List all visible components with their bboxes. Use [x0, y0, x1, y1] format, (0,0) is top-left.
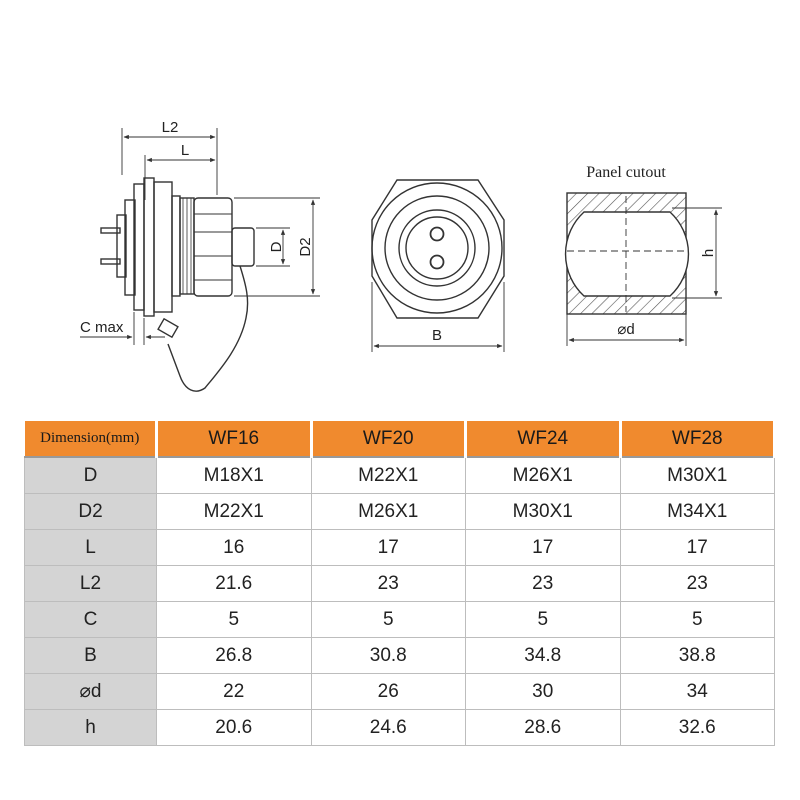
- cell-value: 26: [311, 674, 466, 710]
- cell-value: M30X1: [620, 457, 775, 494]
- table-row: [25, 530, 775, 566]
- row-label: ⌀d: [25, 674, 157, 710]
- cell-value: M30X1: [466, 494, 621, 530]
- label-d2: D2: [297, 237, 314, 257]
- cell-value: M34X1: [620, 494, 775, 530]
- cell-value: M22X1: [157, 494, 312, 530]
- cell-value: 24.6: [311, 710, 466, 746]
- cell-value: 23: [466, 566, 621, 602]
- table-row: [25, 674, 775, 710]
- lanyard-clip: [158, 319, 178, 337]
- cell-value: 17: [466, 530, 621, 566]
- table-row: [25, 494, 775, 530]
- label-l: L: [180, 142, 190, 159]
- cell-value: 23: [311, 566, 466, 602]
- cell-value: 5: [466, 602, 621, 638]
- cutout-title: Panel cutout: [586, 164, 666, 181]
- cell-value: 34.8: [466, 638, 621, 674]
- row-label: L2: [25, 566, 157, 602]
- side-view: [80, 119, 320, 391]
- table-header-row: [25, 421, 775, 457]
- cell-value: 17: [311, 530, 466, 566]
- row-label: B: [25, 638, 157, 674]
- label-h: h: [700, 248, 717, 258]
- cell-value: M22X1: [311, 457, 466, 494]
- row-label: L: [25, 530, 157, 566]
- cell-value: 26.8: [157, 638, 312, 674]
- cell-value: M26X1: [466, 457, 621, 494]
- cell-value: M18X1: [157, 457, 312, 494]
- header-wf20: WF20: [311, 421, 466, 457]
- dimension-l: [145, 142, 215, 200]
- row-label: D: [25, 457, 157, 494]
- cell-value: 32.6: [620, 710, 775, 746]
- front-view: [372, 180, 504, 352]
- table-row: [25, 602, 775, 638]
- header-dimension: Dimension(mm): [25, 421, 157, 457]
- label-c-max: C max: [80, 319, 124, 336]
- cell-value: 5: [157, 602, 312, 638]
- row-label: h: [25, 710, 157, 746]
- dimension-d-diameter: [567, 314, 686, 346]
- cell-value: 17: [620, 530, 775, 566]
- cell-value: 20.6: [157, 710, 312, 746]
- cell-value: 21.6: [157, 566, 312, 602]
- panel-cutout: [566, 164, 722, 346]
- cell-value: 28.6: [466, 710, 621, 746]
- dimension-d: [256, 228, 290, 266]
- cell-value: 23: [620, 566, 775, 602]
- label-diameter-d: ⌀d: [617, 321, 635, 338]
- header-wf24: WF24: [466, 421, 621, 457]
- row-label: C: [25, 602, 157, 638]
- cell-value: 5: [620, 602, 775, 638]
- dimension-table: [24, 421, 776, 746]
- header-wf16: WF16: [157, 421, 312, 457]
- table-row: [25, 457, 775, 494]
- cell-value: 30: [466, 674, 621, 710]
- table-row: [25, 710, 775, 746]
- table-row: [25, 638, 775, 674]
- label-l2: L2: [161, 119, 179, 136]
- label-b: B: [431, 327, 443, 344]
- cell-value: M26X1: [311, 494, 466, 530]
- label-d: D: [268, 241, 285, 253]
- cell-value: 16: [157, 530, 312, 566]
- cell-value: 34: [620, 674, 775, 710]
- header-wf28: WF28: [620, 421, 775, 457]
- row-label: D2: [25, 494, 157, 530]
- cell-value: 38.8: [620, 638, 775, 674]
- cell-value: 22: [157, 674, 312, 710]
- table-row: [25, 566, 775, 602]
- cell-value: 30.8: [311, 638, 466, 674]
- cell-value: 5: [311, 602, 466, 638]
- dimension-c: [80, 312, 165, 345]
